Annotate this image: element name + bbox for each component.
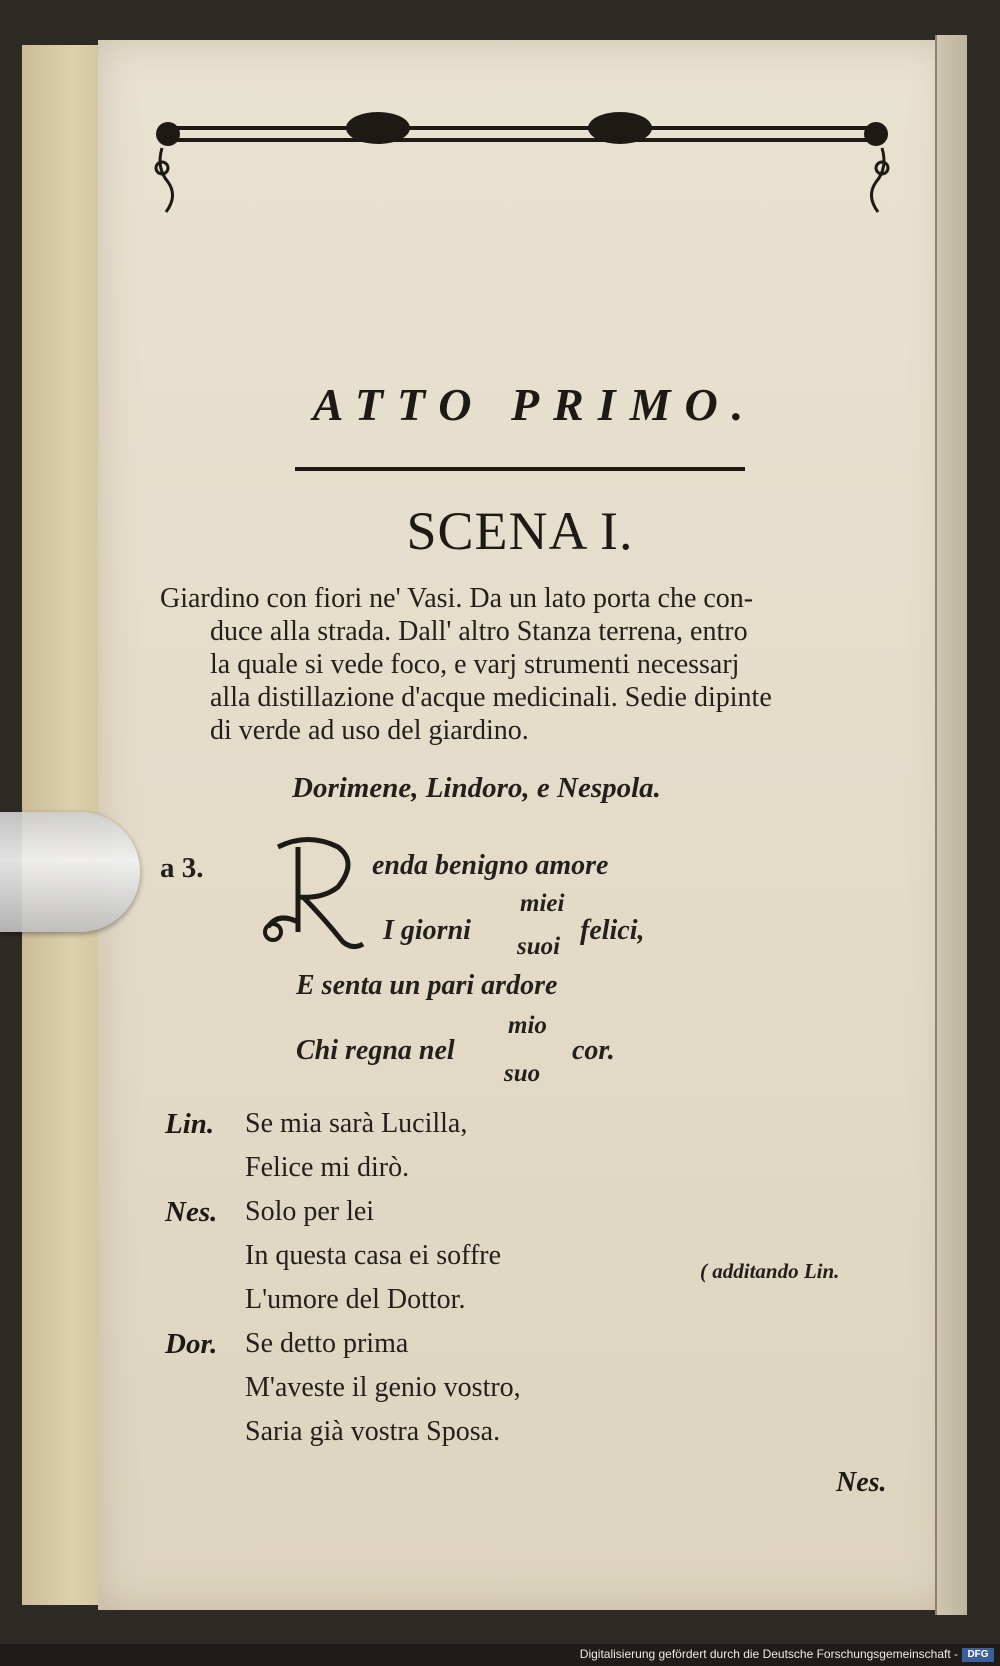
trio-marker: a 3. xyxy=(160,852,204,884)
act-title: ATTO PRIMO. xyxy=(312,379,758,430)
trio-variant-lower: suoi xyxy=(517,933,561,960)
description-line: alla distillazione d'acque medicinali. Sedie dipinte xyxy=(210,682,772,713)
description-line: la quale si vede foco, e varj strumenti necessarj xyxy=(210,649,740,680)
scene-description xyxy=(160,582,890,747)
right-page-edge xyxy=(935,35,967,1615)
description-line: duce alla strada. Dall' altro Stanza terrena, entro xyxy=(210,616,748,647)
dialogue-line: Se detto prima xyxy=(245,1328,409,1359)
book-page xyxy=(98,40,950,1610)
dialogue-line: Se mia sarà Lucilla, xyxy=(245,1108,468,1139)
footer-credit: Digitalisierung gefördert durch die Deutsche Forschungsgemeinschaft - xyxy=(579,1647,958,1661)
dialogue-line: M'aveste il genio vostro, xyxy=(245,1372,521,1403)
trio-variant-lower: suo xyxy=(504,1060,541,1087)
trio-variant-upper: miei xyxy=(520,890,565,917)
decorated-initial-r-icon xyxy=(258,832,368,952)
scanner-clip xyxy=(0,812,140,932)
dialogue-line: Saria già vostra Sposa. xyxy=(245,1416,501,1447)
trio-line: cor. xyxy=(572,1035,615,1066)
catchword: Nes. xyxy=(836,1467,887,1498)
trio-variant-upper: mio xyxy=(508,1012,547,1039)
trio-line: felici, xyxy=(580,915,645,946)
dialogue-line: In questa casa ei soffre xyxy=(245,1240,502,1271)
title-rule xyxy=(295,467,745,471)
speaker-label: Nes. xyxy=(165,1196,218,1228)
speaker-label: Lin. xyxy=(165,1108,215,1140)
trio-line: Chi regna nel xyxy=(296,1035,455,1066)
scene-title: SCENA I. xyxy=(406,501,634,561)
character-list: Dorimene, Lindoro, e Nespola. xyxy=(292,772,661,804)
description-line: Giardino con fiori ne' Vasi. Da un lato porta che con- xyxy=(160,583,754,614)
stage-direction: ( additando Lin. xyxy=(700,1259,840,1283)
footer-bar xyxy=(0,1644,1000,1666)
dialogue-line: L'umore del Dottor. xyxy=(245,1284,466,1315)
dialogue-line: Solo per lei xyxy=(245,1196,375,1227)
trio-line: enda benigno amore xyxy=(372,850,609,881)
speaker-label: Dor. xyxy=(165,1328,218,1360)
floral-headpiece-ornament-icon xyxy=(148,108,896,228)
trio-line: E senta un pari ardore xyxy=(296,970,558,1001)
dfg-logo-icon: DFG xyxy=(962,1648,994,1662)
trio-line: I giorni xyxy=(383,915,471,946)
description-line: di verde ad uso del giardino. xyxy=(210,715,529,746)
dialogue-line: Felice mi dirò. xyxy=(245,1152,410,1183)
